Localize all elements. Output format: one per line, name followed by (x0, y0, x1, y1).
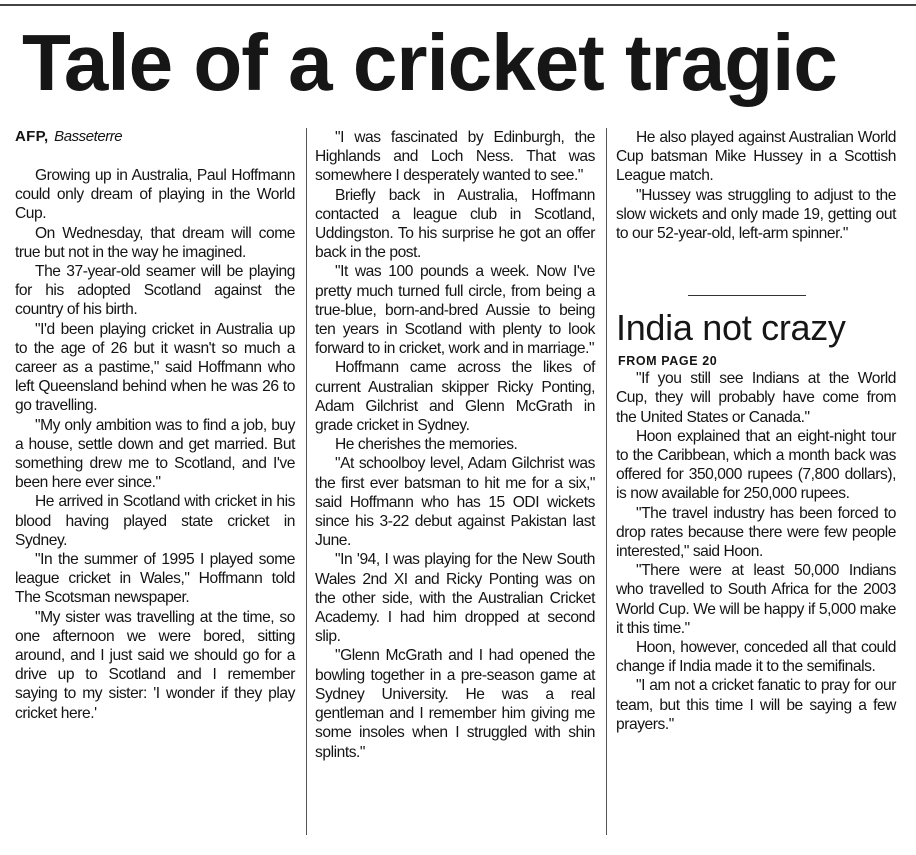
paragraph: He arrived in Scotland with cricket in his blood having played state cricket in Sydney. (15, 493, 295, 549)
article-column-3 (616, 128, 896, 734)
paragraph: "My only ambition was to find a job, buy a house, settle down and get married. But something drew me to Scotland, and I've been here ever since." (15, 416, 295, 492)
paragraph: Hoon, however, conceded all that could change if India made it to the semifinals. (616, 639, 896, 676)
paragraph: Hoon explained that an eight-night tour to the Caribbean, which a month back was offered for 350,000 rupees (7,800 dollars), is now available for 250,000 rupees. (616, 427, 896, 503)
byline (15, 128, 295, 146)
top-rule (0, 4, 916, 6)
paragraph: Growing up in Australia, Paul Hoffmann could only dream of playing in the World Cup. (15, 167, 295, 223)
jump-kicker: FROM PAGE 20 (618, 354, 718, 369)
paragraph: "Glenn McGrath and I had opened the bowling together in a pre-season game at Sydney University. He was a real gentleman and I remember him giving me some insoles when I struggled with shin splints." (315, 647, 595, 761)
paragraph: "If you still see Indians at the World Cup, they will probably have come from the United States or Canada." (616, 370, 896, 426)
article-column-1 (15, 128, 295, 723)
paragraph: Hoffmann came across the likes of current Australian skipper Ricky Ponting, Adam Gilchrist and Glenn McGrath in grade cricket in Sydney. (315, 359, 595, 435)
paragraph: "I was fascinated by Edinburgh, the Highlands and Loch Ness. That was somewhere I desperately wanted to see." (315, 129, 595, 185)
paragraph: Briefly back in Australia, Hoffmann contacted a league club in Scotland, Uddingston. To his surprise he got an offer back in the post. (315, 186, 595, 262)
headline: Tale of a cricket tragic (22, 18, 837, 107)
section-rule (688, 295, 806, 296)
article-column-2 (315, 128, 595, 762)
paragraph: "At schoolboy level, Adam Gilchrist was the first ever batsman to hit me for a six," said Hoffmann who has 15 ODI wickets since his 3-22 debut against Pakistan last June. (315, 455, 595, 550)
byline-agency: AFP, (15, 128, 49, 145)
paragraph: "I am not a cricket fanatic to pray for our team, but this time I will be saying a few prayers." (616, 677, 896, 733)
paragraph: He also played against Australian World Cup batsman Mike Hussey in a Scottish League match. (616, 129, 896, 185)
byline-place: Basseterre (54, 128, 123, 145)
column-divider (606, 128, 607, 835)
paragraph: He cherishes the memories. (335, 436, 518, 454)
paragraph: "In the summer of 1995 I played some league cricket in Wales," Hoffmann told The Scotsman newspaper. (15, 551, 295, 607)
column-divider (306, 128, 307, 835)
paragraph: "There were at least 50,000 Indians who travelled to South Africa for the 2003 World Cup. We will be happy if 5,000 make it this time." (616, 562, 896, 637)
sub-headline: India not crazy (616, 307, 846, 349)
paragraph: "In '94, I was playing for the New South Wales 2nd XI and Ricky Ponting was on the other side, with the Australian Cricket Academy. I had him dropped at second slip. (315, 551, 595, 646)
paragraph: "It was 100 pounds a week. Now I've pretty much turned full circle, from being a true-blue, born-and-bred Aussie to being ten years in Scotland with plenty to look forward to in cricket, work and in marriage." (315, 263, 595, 358)
paragraph: The 37-year-old seamer will be playing for his adopted Scotland against the country of his birth. (15, 263, 295, 319)
paragraph: "Hussey was struggling to adjust to the slow wickets and only made 19, getting out to our 52-year-old, left-arm spinner." (616, 186, 896, 243)
paragraph: On Wednesday, that dream will come true but not in the way he imagined. (15, 224, 295, 261)
paragraph: "My sister was travelling at the time, so one afternoon we were bored, sitting around, and I just said we should go for a drive up to Scotland and I remember saying to my sister: 'I wonder if they play cricket here.' (15, 608, 295, 722)
paragraph: "I'd been playing cricket in Australia up to the age of 26 but it wasn't so much a career as a pastime," said Hoffmann who left Queensland behind when he was 26 to go travelling. (15, 320, 295, 415)
paragraph: "The travel industry has been forced to drop rates because there were few people interested," said Hoon. (616, 504, 896, 561)
